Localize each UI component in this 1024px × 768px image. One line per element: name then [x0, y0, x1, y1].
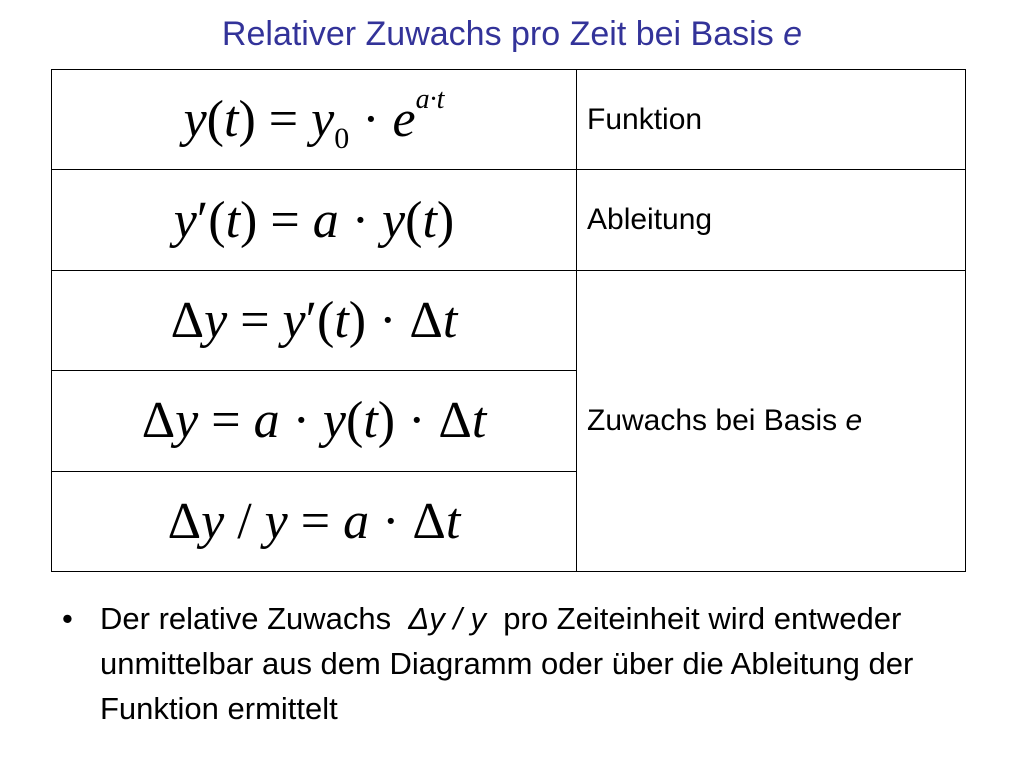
formula-derivative: y′(t) = a · y(t)	[52, 170, 577, 270]
formula-function: $y(t) = y_0 \cdot e^{a\cdot t}$	[52, 70, 577, 170]
table-row	[52, 170, 966, 270]
label-increment	[577, 270, 966, 571]
bullet-text-part1: Der relative Zuwachs	[100, 601, 392, 636]
label-increment-text: Zuwachs bei Basis	[587, 403, 838, 437]
formula-increment-2: Δy = a · y(t) · Δt	[52, 371, 577, 471]
label-increment-variable: e	[845, 403, 863, 437]
table-row	[52, 70, 966, 170]
title-variable: e	[783, 15, 803, 53]
table-row	[52, 270, 966, 370]
formula-increment-1: Δy = y′(t) · Δt	[52, 270, 577, 370]
label-function: Funktion	[577, 70, 966, 170]
formula-relative-increment: Δy / y = a · Δt	[52, 471, 577, 571]
bullet-text	[100, 596, 980, 731]
bullet-expression: Δy / y	[408, 601, 487, 636]
slide-title	[0, 12, 1024, 56]
formula-table	[51, 69, 966, 572]
title-text: Relativer Zuwachs pro Zeit bei Basis	[221, 15, 774, 53]
bullet-text-part2: pro Zeiteinheit wird entweder unmittelbar aus dem Diagramm oder über die Ableitung der Funktion ermittelt	[100, 601, 914, 726]
bullet-marker: •	[62, 601, 73, 636]
label-derivative: Ableitung	[577, 170, 966, 270]
